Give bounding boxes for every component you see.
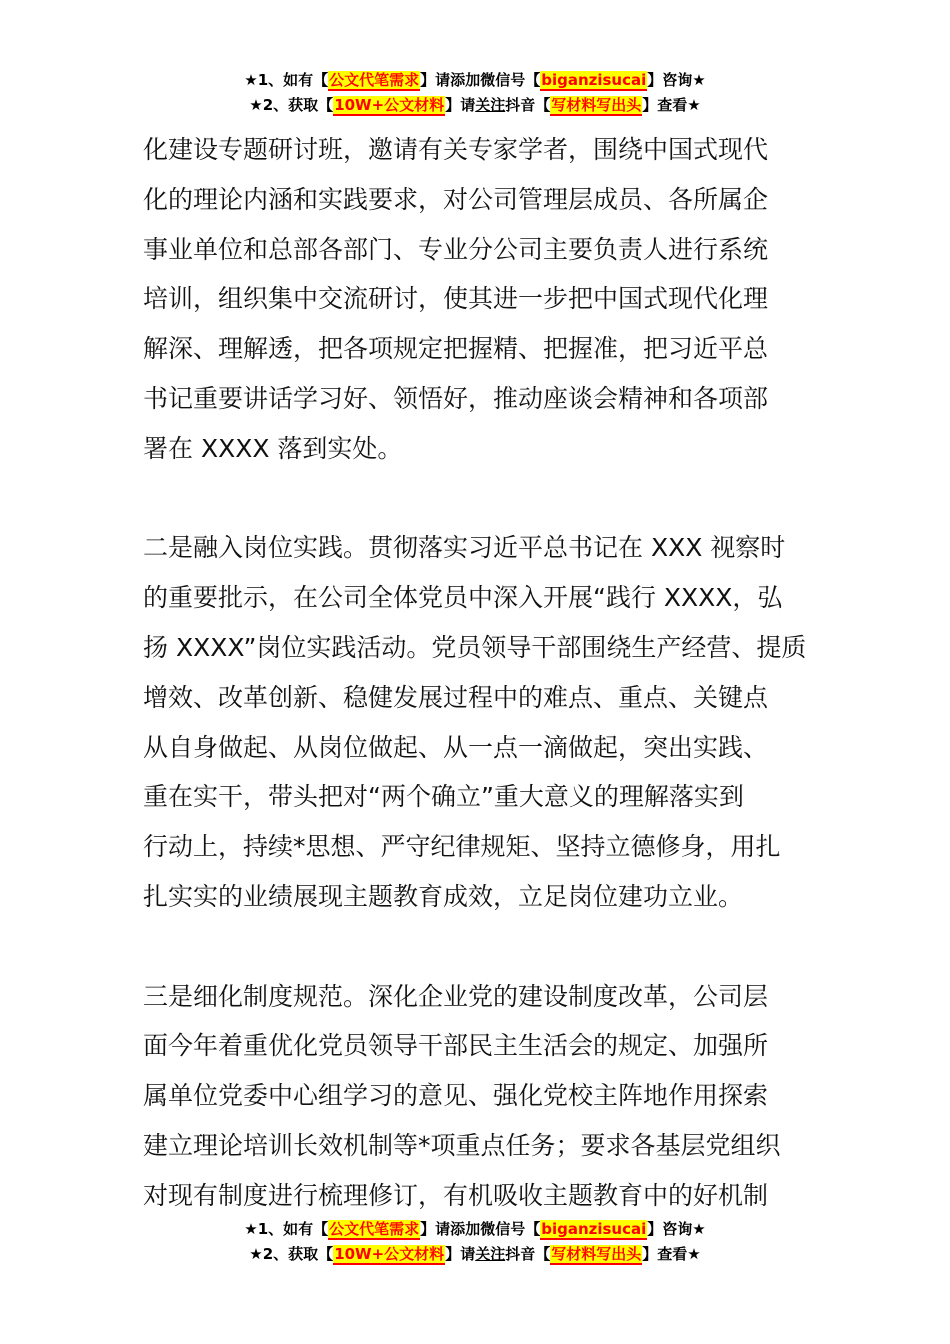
ad-line-1: ★1、如有【公文代笔需求】请添加微信号【biganzisucai】咨询★ (244, 1220, 706, 1238)
paragraph-3 (143, 972, 811, 1221)
paragraph-1 (143, 125, 811, 474)
text-line: 的重要批示，在公司全体党员中深入开展“践行 XXXX，弘 (143, 583, 783, 613)
ad-highlight-douyin: 写材料写出头 (551, 1245, 642, 1263)
header-ad-banner (0, 68, 950, 118)
text-line: 化的理论内涵和实践要求，对公司管理层成员、各所属企 (143, 184, 769, 214)
text-line: 二是融入岗位实践。贯彻落实习近平总书记在 XXX 视察时 (143, 533, 786, 563)
text-line: 化建设专题研讨班，邀请有关专家学者，围绕中国式现代 (143, 135, 769, 164)
ad-highlight-materials: 10W+公文材料 (334, 1245, 445, 1263)
document-body (143, 125, 811, 1221)
ad-highlight-service: 公文代笔需求 (329, 71, 420, 89)
ad-highlight-materials: 10W+公文材料 (334, 96, 445, 114)
text-line: 行动上，持续*思想、严守纪律规矩、坚持立德修身，用扎 (143, 832, 781, 862)
text-line: 解深、理解透，把各项规定把握精、把握准，把习近平总 (143, 334, 769, 364)
ad-line-2: ★2、获取【10W+公文材料】请关注抖音【写材料写出头】查看★ (249, 96, 701, 114)
ad-highlight-service: 公文代笔需求 (329, 1220, 420, 1238)
text-line: 书记重要讲话学习好、领悟好，推动座谈会精神和各项部 (143, 383, 769, 413)
text-line: 重在实干，带头把对“两个确立”重大意义的理解落实到 (143, 782, 744, 812)
text-line: 从自身做起、从岗位做起、从一点一滴做起，突出实践、 (143, 732, 769, 762)
text-line: 面今年着重优化党员领导干部民主生活会的规定、加强所 (143, 1031, 769, 1061)
ad-highlight-douyin: 写材料写出头 (551, 96, 642, 114)
text-line: 属单位党委中心组学习的意见、强化党校主阵地作用探索 (143, 1081, 769, 1111)
text-line: 扬 XXXX”岗位实践活动。党员领导干部围绕生产经营、提质 (143, 632, 807, 662)
text-line: 培训，组织集中交流研讨，使其进一步把中国式现代化理 (143, 284, 769, 314)
text-line: 署在 XXXX 落到实处。 (143, 433, 403, 463)
ad-highlight-wechat: biganzisucai (541, 1220, 647, 1238)
text-line: 建立理论培训长效机制等*项重点任务；要求各基层党组织 (143, 1130, 781, 1160)
text-line: 三是细化制度规范。深化企业党的建设制度改革，公司层 (143, 981, 769, 1011)
ad-line-1: ★1、如有【公文代笔需求】请添加微信号【biganzisucai】咨询★ (244, 71, 706, 89)
ad-line-2: ★2、获取【10W+公文材料】请关注抖音【写材料写出头】查看★ (249, 1245, 701, 1263)
paragraph-spacer (143, 922, 811, 972)
text-line: 对现有制度进行梳理修订，有机吸收主题教育中的好机制 (143, 1180, 769, 1210)
text-line: 事业单位和总部各部门、专业分公司主要负责人进行系统 (143, 234, 769, 264)
ad-highlight-wechat: biganzisucai (541, 71, 647, 89)
footer-ad-banner (0, 1217, 950, 1267)
paragraph-spacer (143, 474, 811, 524)
text-line: 扎实实的业绩展现主题教育成效，立足岗位建功立业。 (143, 881, 744, 911)
text-line: 增效、改革创新、稳健发展过程中的难点、重点、关键点 (143, 682, 769, 712)
paragraph-2 (143, 523, 811, 921)
